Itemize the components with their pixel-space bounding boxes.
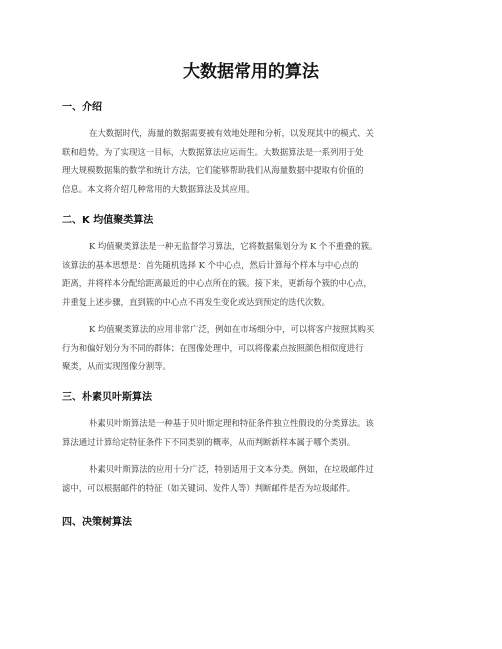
section-heading-decision-tree: 四、决策树算法	[62, 517, 132, 528]
paragraph-line: 朴素贝叶斯算法的应用十分广泛，特别适用于文本分类。例如，在垃圾邮件过	[89, 464, 374, 474]
document-title: 大数据常用的算法	[183, 62, 319, 82]
paragraph-line: 朴素贝叶斯算法是一种基于贝叶斯定理和特征条件独立性假设的分类算法。该	[89, 418, 374, 428]
paragraph-line: 并重复上述步骤，直到簇的中心点不再发生变化或达到预定的迭代次数。	[62, 296, 330, 307]
paragraph-intro	[62, 124, 442, 198]
paragraph-line: 距离，并将样本分配给距离最近的中心点所在的簇。接下来，更新每个簇的中心点，	[62, 278, 372, 288]
paragraph-line: 滤中，可以根据邮件的特征（如关键词、发件人等）判断邮件是否为垃圾邮件。	[62, 482, 356, 493]
paragraph-line: 算法通过计算给定特征条件下不同类别的概率，从而判断新样本属于哪个类别。	[62, 436, 356, 447]
paragraph-line: 聚类，从而实现图像分割等。	[62, 361, 171, 371]
section-heading-kmeans: 二、K 均值聚类算法	[62, 215, 154, 226]
paragraph-line: 在大数据时代，海量的数据需要被有效地处理和分析，以发现其中的模式、关	[89, 128, 374, 138]
paragraph-line: 该算法的基本思想是：首先随机选择 K 个中心点，然后计算每个样本与中心点的	[62, 259, 359, 270]
paragraph-naive-bayes-1	[62, 414, 442, 451]
paragraph-line: 行为和偏好划分为不同的群体；在图像处理中，可以将像素点按照颜色相似度进行	[62, 342, 364, 353]
paragraph-naive-bayes-2	[62, 460, 442, 497]
paragraph-kmeans-1	[62, 237, 442, 311]
paragraph-line: 信息。本文将介绍几种常用的大数据算法及其应用。	[62, 183, 255, 194]
paragraph-line: 理大规模数据集的数学和统计方法，它们能够帮助我们从海量数据中提取有价值的	[62, 165, 364, 175]
paragraph-line: K 均值聚类算法的应用非常广泛，例如在市场细分中，可以将客户按照其购买	[89, 324, 375, 334]
paragraph-line: 联和趋势。为了实现这一目标，大数据算法应运而生。大数据算法是一系列用于处	[62, 146, 364, 157]
section-heading-naive-bayes: 三、朴素贝叶斯算法	[62, 392, 152, 403]
section-heading-intro: 一、介绍	[62, 102, 102, 113]
paragraph-line: K 均值聚类算法是一种无监督学习算法，它将数据集划分为 K 个不重叠的簇。	[89, 241, 378, 251]
paragraph-kmeans-2	[62, 320, 442, 376]
